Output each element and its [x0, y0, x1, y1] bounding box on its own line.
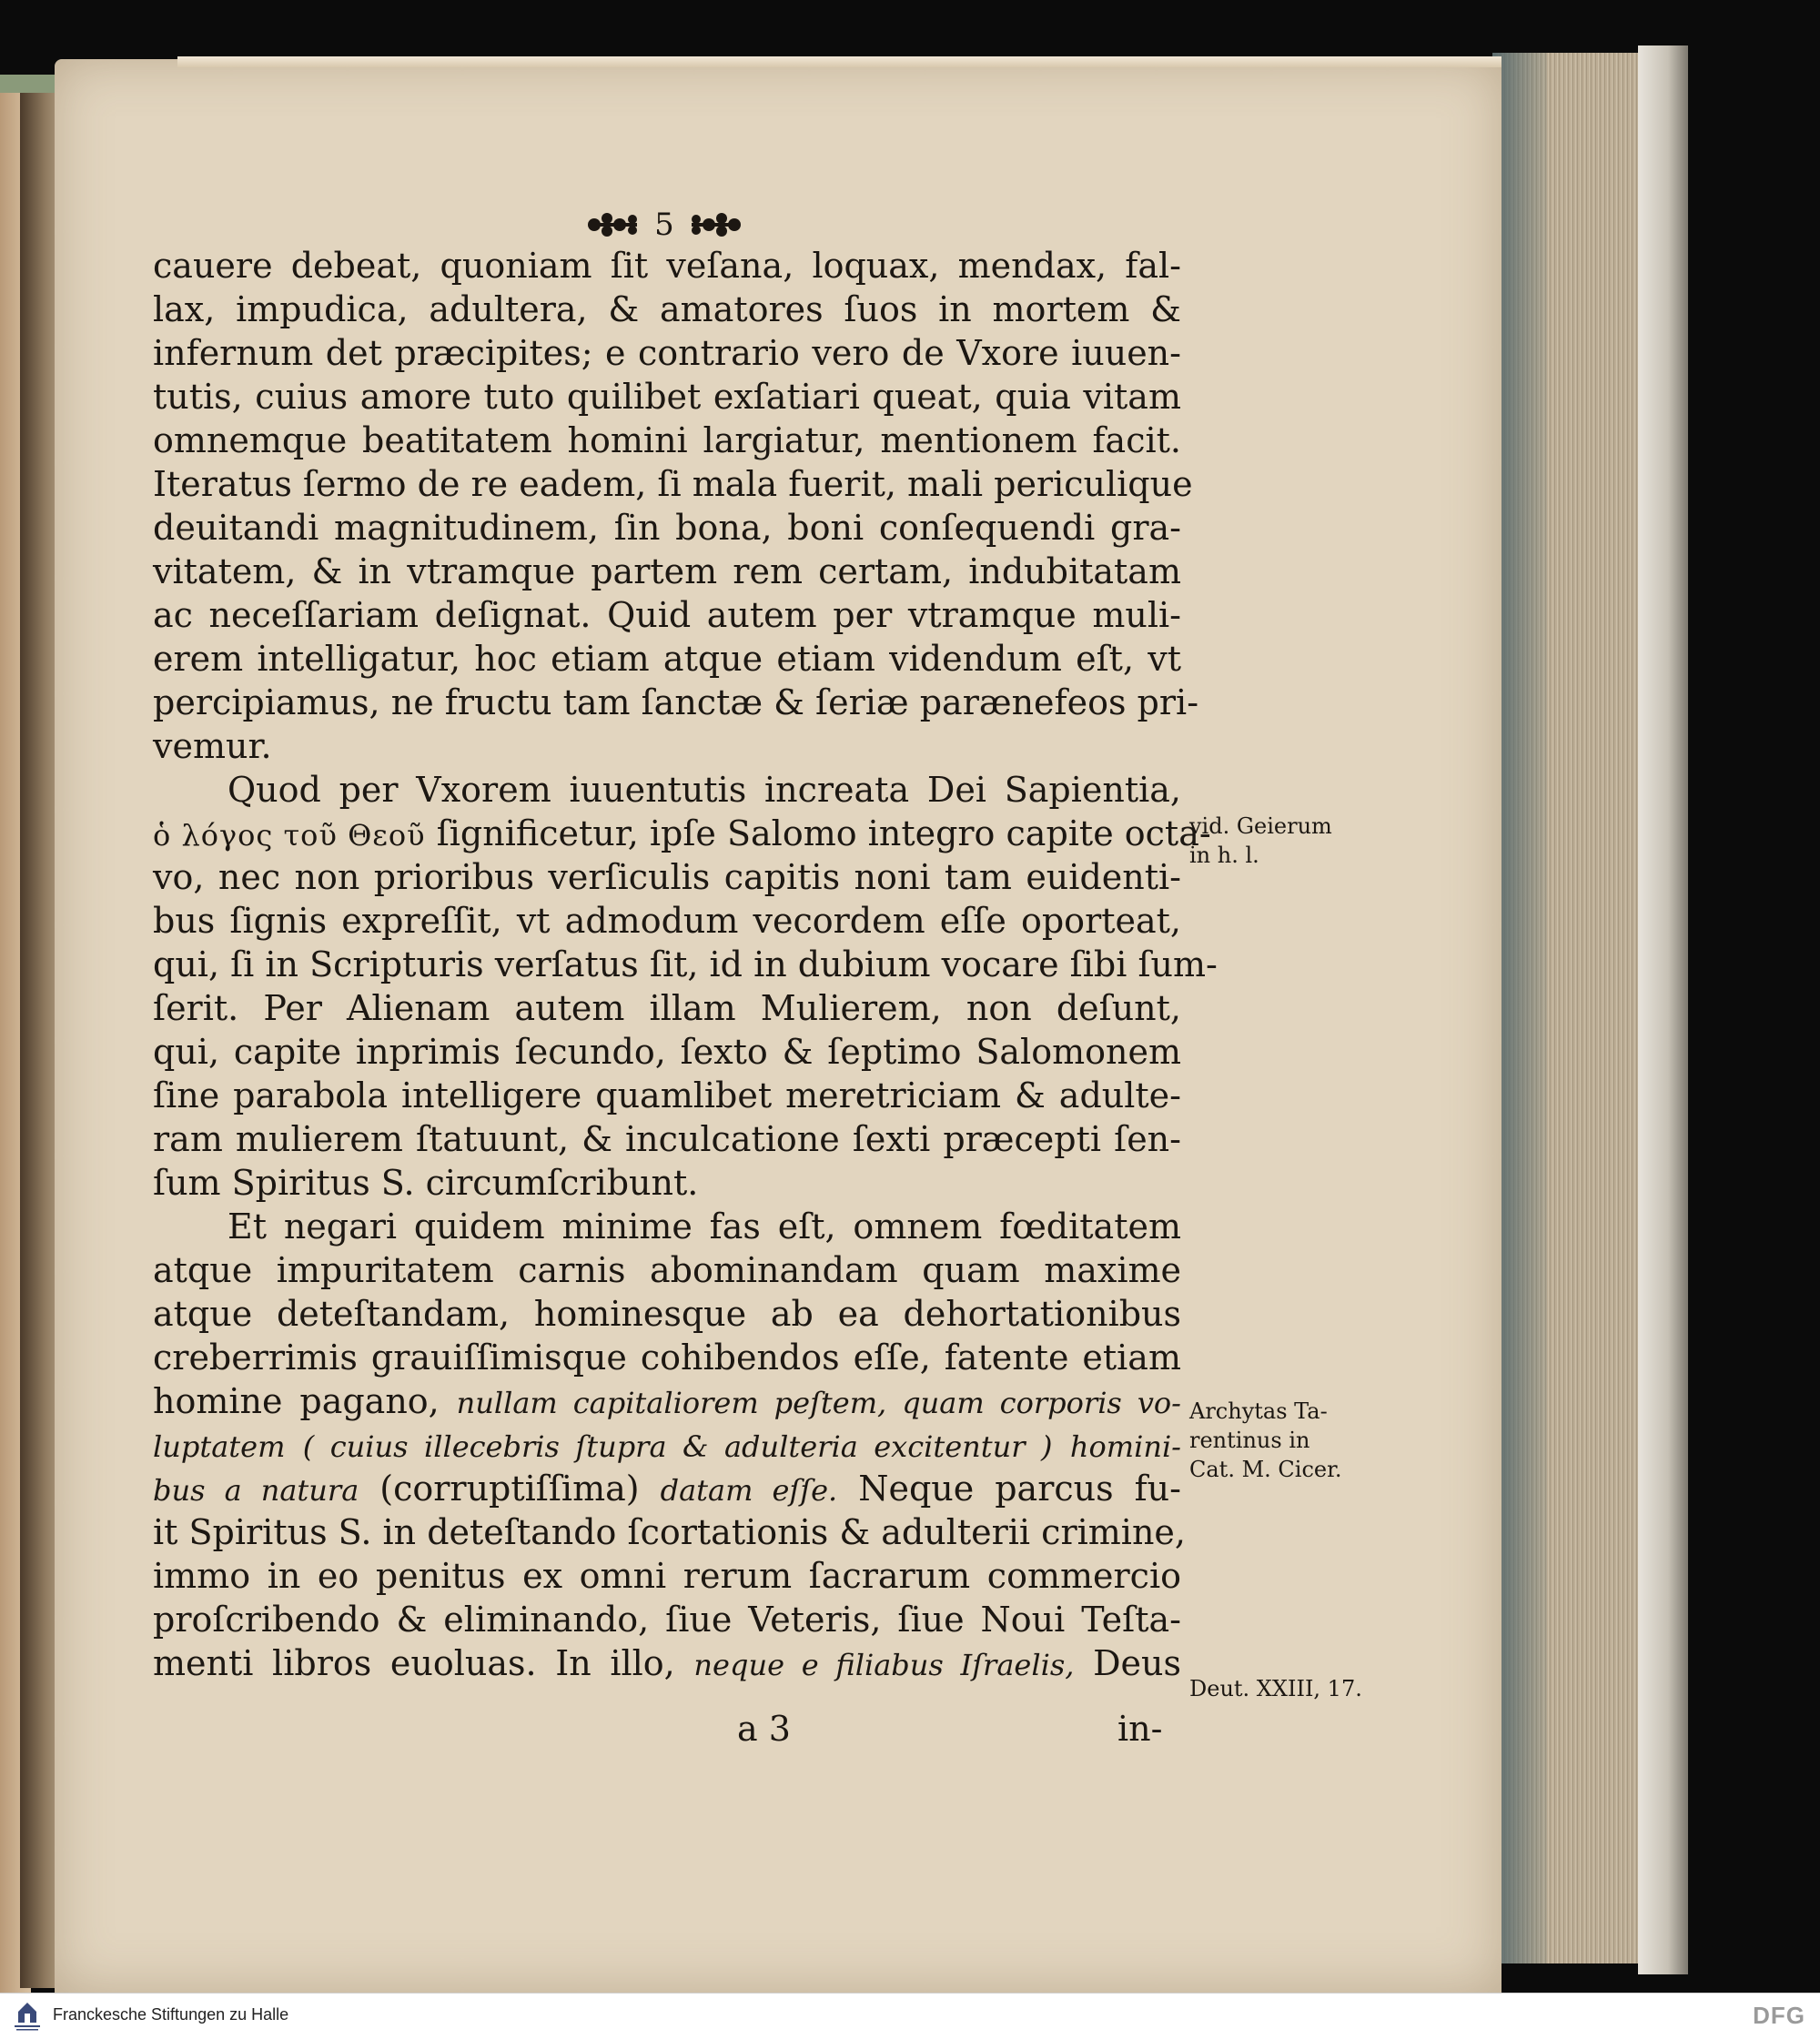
- left-ornament-icon: [585, 211, 642, 238]
- text-line: infernum det præcipites; e contrario vero de Vxore iuuen-: [153, 333, 1181, 373]
- page-top-edge: [177, 56, 1502, 67]
- page-number: 5: [654, 207, 674, 243]
- margin-note-line: in h. l.: [1189, 843, 1259, 868]
- text-line: [153, 1379, 1181, 1423]
- text-line: ſum Spiritus S. circumſcribunt.: [153, 1163, 699, 1203]
- catchword: in-: [1117, 1709, 1163, 1749]
- text-fragment: Deus: [1093, 1643, 1181, 1683]
- text-fragment: menti libros euoluas. In illo,: [153, 1643, 675, 1683]
- text-line: proſcribendo & eliminando, ſiue Veteris, ſiue Noui Teſta-: [153, 1600, 1181, 1640]
- institution-logo-icon: [9, 1999, 46, 2034]
- text-line: Iteratus ſermo de re eadem, ſi mala fuerit, mali periculique: [153, 464, 1193, 504]
- text-line: cauere debeat, quoniam ſit veſana, loquax, mendax, fal-: [153, 246, 1181, 286]
- greek-logos: ὁ λόγος τοῦ Θεοῦ: [153, 818, 426, 853]
- show-through-text: [1238, 238, 1401, 338]
- italic-quote: homini-: [1069, 1429, 1181, 1464]
- italic-quote: nullam capitaliorem peſtem, quam corporis vo-: [456, 1386, 1181, 1420]
- text-line: atque impuritatem carnis abominandam quam maxime: [153, 1250, 1181, 1290]
- text-line: vemur.: [153, 726, 272, 766]
- text-line: [153, 1423, 1181, 1467]
- text-line: ram mulierem ſtatuunt, & inculcatione ſexti præcepti ſen-: [153, 1119, 1181, 1159]
- right-ornament-icon: [687, 211, 743, 238]
- italic-quote: bus a natura: [153, 1473, 359, 1508]
- book-cover-edge: [1638, 45, 1688, 1974]
- margin-note-geier: [1189, 812, 1390, 870]
- margin-note-archytas: [1189, 1397, 1390, 1484]
- institution-name: Franckesche Stiftungen zu Halle: [53, 2005, 289, 2024]
- margin-note-line: vid. Geierum: [1189, 813, 1332, 839]
- text-line: erem intelligatur, hoc etiam atque etiam videndum eſt, vt: [153, 639, 1181, 679]
- text-fragment: Neque parcus fu-: [858, 1469, 1181, 1509]
- text-line: immo in eo penitus ex omni rerum ſacrarum commercio: [153, 1556, 1181, 1596]
- dfg-logo: DFG: [1753, 2002, 1805, 2029]
- body-text: [153, 244, 1218, 1685]
- text-line: lax, impudica, adultera, & amatores ſuos in mortem &: [153, 289, 1181, 329]
- text-line: Quod per Vxorem iuuentutis increata Dei Sapientia,: [228, 770, 1181, 810]
- margin-note-line: Cat. M. Cicer.: [1189, 1457, 1342, 1482]
- text-line: bus ſignis expreſſit, vt admodum vecordem eſſe oporteat,: [153, 901, 1181, 941]
- text-line: omnemque beatitatem homini largiatur, mentionem facit.: [153, 420, 1181, 460]
- text-line: percipiamus, ne fructu tam ſanctæ & ſeriæ parænefeos pri-: [153, 682, 1199, 722]
- italic-quote: neque e filiabus Iſraelis,: [693, 1648, 1075, 1682]
- viewer-footer-bar: [0, 1993, 1820, 2039]
- text-line: qui, ſi in Scripturis verſatus ſit, id in dubium vocare ſibi ſum-: [153, 944, 1218, 984]
- text-line: [153, 1467, 1181, 1510]
- text-line: it Spiritus S. in deteſtando ſcortationis & adulterii crimine,: [153, 1512, 1186, 1552]
- text-line: deuitandi magnitudinem, ſin bona, boni conſequendi gra-: [153, 508, 1181, 548]
- text-fragment: ſignificetur, ipſe Salomo integro capite octa-: [436, 813, 1211, 853]
- page-header: [573, 202, 755, 247]
- text-fragment: homine pagano,: [153, 1381, 440, 1421]
- text-line: vo, nec non prioribus verſiculis capitis noni tam euidenti-: [153, 857, 1181, 897]
- margin-note-line: rentinus in: [1189, 1428, 1310, 1453]
- text-line: [153, 1641, 1181, 1685]
- italic-quote: ( cuius illecebris ſtupra & adulteria excitentur ): [302, 1429, 1053, 1464]
- text-line: tutis, cuius amore tuto quilibet exſatiari queat, quia vitam: [153, 377, 1181, 417]
- text-line: Et negari quidem minime fas eſt, omnem fœditatem: [228, 1206, 1181, 1247]
- italic-quote: datam eſſe.: [660, 1473, 838, 1508]
- text-line: [153, 812, 1211, 855]
- text-line: qui, capite inprimis ſecundo, ſexto & ſeptimo Salomonem: [153, 1032, 1181, 1072]
- text-line: atque deteſtandam, hominesque ab ea dehortationibus: [153, 1294, 1181, 1334]
- margin-note-line: Archytas Ta-: [1189, 1398, 1328, 1424]
- text-line: ſine parabola intelligere quamlibet meretriciam & adulte-: [153, 1075, 1181, 1115]
- text-line: creberrimis grauiſſimisque cohibendos eſſe, fatente etiam: [153, 1337, 1181, 1378]
- italic-quote: luptatem: [153, 1429, 286, 1464]
- text-line: vitatem, & in vtramque partem rem certam, indubitatam: [153, 551, 1181, 591]
- margin-note-deut: [1189, 1674, 1390, 1703]
- text-line: ſerit. Per Alienam autem illam Mulierem, non deſunt,: [153, 988, 1181, 1028]
- signature-mark: a 3: [737, 1709, 791, 1749]
- text-line: ac neceſſariam deſignat. Quid autem per vtramque muli-: [153, 595, 1181, 635]
- margin-note-line: Deut. XXIII, 17.: [1189, 1676, 1362, 1701]
- text-fragment: (corruptiſſima): [379, 1469, 640, 1509]
